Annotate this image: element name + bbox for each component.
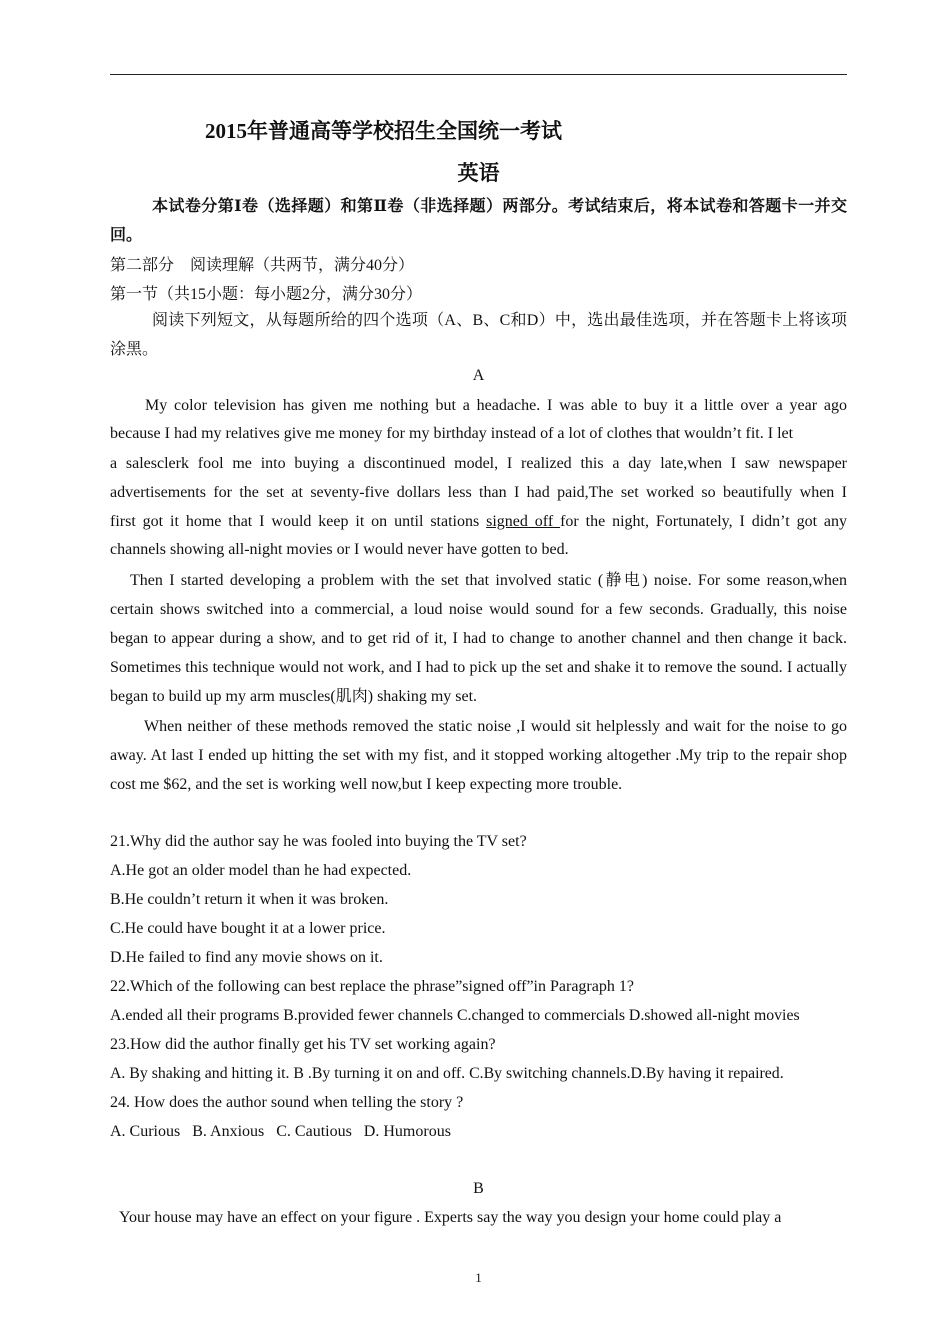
part-heading: 第二部分 阅读理解（共两节，满分40分） (110, 257, 415, 274)
exam-title: 2015年普通高等学校招生全国统一考试 (205, 119, 562, 143)
q22-options: A.ended all their programs B.provided fewer channels C.changed to commercials D.showed all-night movies (110, 1007, 800, 1024)
passage-a-p1-line2: because I had my relatives give me money for my birthday instead of a lot of clothes that wouldn’t fit. I let (110, 425, 794, 442)
p1-line5-after: for the night, Fortunately, I didn’t got any (560, 513, 848, 530)
p1-line1-text: My color television has given me nothing but a headache. I was able to buy it a little over a year ago (145, 397, 847, 414)
subject-title: 英语 (457, 161, 500, 185)
passage-a-p1-line6: channels showing all-night movies or I would never have gotten to bed. (110, 541, 569, 558)
question-23: 23.How did the author finally get his TV set working again? (110, 1036, 496, 1053)
page-number: 1 (475, 1270, 482, 1285)
header-rule (110, 74, 847, 75)
passage-a-p1-line5 (110, 507, 847, 536)
q21-option-b: B.He couldn’t return it when it was broken. (110, 891, 389, 908)
section-heading: 第一节（共15小题：每小题2分，满分30分） (110, 286, 423, 303)
passage-b-label: B (473, 1180, 484, 1197)
question-22: 22.Which of the following can best replace the phrase”signed off”in Paragraph 1? (110, 978, 634, 995)
exam-intro: 本试卷分第Ⅰ卷（选择题）和第Ⅱ卷（非选择题）两部分。考试结束后，将本试卷和答题卡一并交回。 (110, 198, 847, 244)
passage-a-p1-line3: a salesclerk fool me into buying a discontinued model, I realized this a day late,when I saw newspaper (110, 455, 847, 472)
q21-option-a: A.He got an older model than he had expected. (110, 862, 412, 879)
q24-options: A. Curious B. Anxious C. Cautious D. Humorous (110, 1123, 451, 1140)
passage-b-first-line: Your house may have an effect on your figure . Experts say the way you design your home could play a (119, 1209, 782, 1226)
question-24: 24. How does the author sound when telling the story ? (110, 1094, 464, 1111)
passage-a-label: A (472, 367, 485, 384)
q21-option-d: D.He failed to find any movie shows on it. (110, 949, 383, 966)
instruction: 阅读下列短文，从每题所给的四个选项（A、B、C和D）中，选出最佳选项，并在答题卡上将该项涂黑。 (110, 312, 847, 358)
signed-off-phrase: signed off (486, 513, 561, 530)
passage-a-p3: When neither of these methods removed the static noise ,I would sit helplessly and wait for the noise to go away. At last I ended up hitting the set with my fist, and it stopped working altogether .My trip to the repair shop cost me $62, and the set is working well now,but I keep expecting more trouble. (110, 718, 847, 793)
q21-option-c: C.He could have bought it at a lower price. (110, 920, 386, 937)
p1-line5-before: first got it home that I would keep it on until stations (110, 513, 487, 530)
passage-a-p1-line4: advertisements for the set at seventy-five dollars less than I had paid,The set worked so beautifully when I (110, 484, 847, 501)
q23-options: A. By shaking and hitting it. B .By turning it on and off. C.By switching channels.D.By having it repaired. (110, 1065, 784, 1082)
passage-a-p2: Then I started developing a problem with the set that involved static (静电) noise. For some reason,when certain shows switched into a commercial, a loud noise would sound for a few seconds. Gradually, this noise began to appear during a show, and to get rid of it, I had to change to another channel and then change it back. Sometimes this technique would not work, and I had to pick up the set and shake it to remove the sound. I actually began to build up my arm muscles(肌肉) shaking my set. (110, 572, 847, 705)
passage-a-p1-line1 (110, 391, 847, 420)
question-21: 21.Why did the author say he was fooled into buying the TV set? (110, 833, 527, 850)
